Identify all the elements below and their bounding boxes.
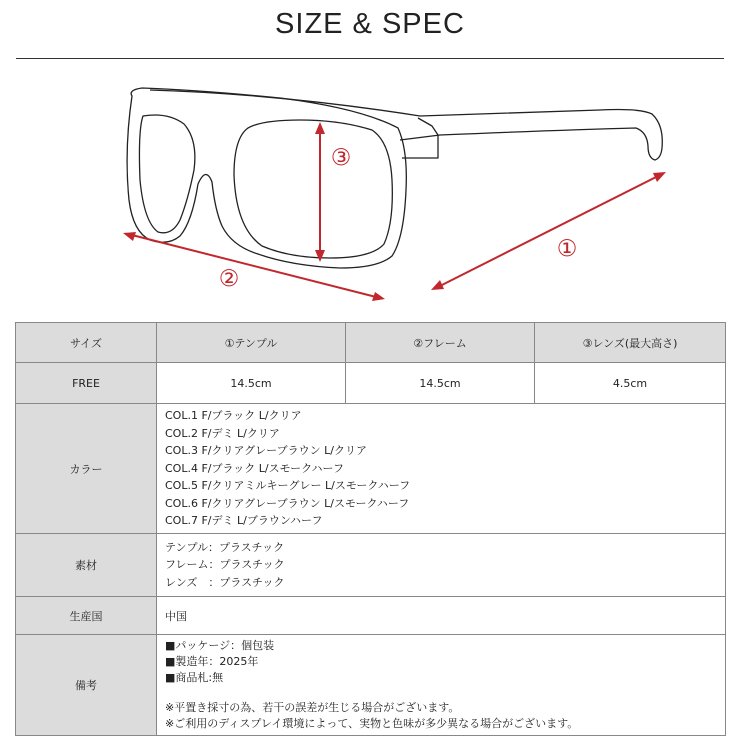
notes-row — [16, 635, 726, 736]
measurement-arrows — [123, 122, 666, 301]
list-item: COL.2 F/デミ L/クリア — [165, 426, 280, 440]
list-item: COL.5 F/クリアミルキーグレー L/スモークハーフ — [165, 479, 411, 493]
sunglasses-outline-icon — [127, 88, 662, 268]
sunglasses-diagram — [0, 70, 740, 310]
origin-row — [16, 597, 726, 635]
list-item: フレーム：プラスチック — [165, 558, 285, 572]
origin-value: 中国 — [157, 597, 726, 635]
color-list — [157, 404, 726, 534]
frame-header: ②フレーム — [346, 323, 535, 363]
lens-height-marker: ③ — [330, 145, 352, 171]
list-item: ■製造年：2025年 — [165, 655, 259, 668]
frame-width-marker: ② — [218, 266, 240, 292]
list-item: COL.1 F/ブラック L/クリア — [165, 409, 302, 423]
list-item: COL.6 F/クリアグレーブラウン L/スモークハーフ — [165, 496, 410, 510]
size-header-row — [16, 323, 726, 363]
note-item: ※平置き採寸の為、若干の誤差が生じる場合がございます。 — [165, 701, 460, 714]
size-value-row — [16, 363, 726, 404]
lens-height-value: 4.5cm — [535, 363, 726, 404]
notes-content — [157, 635, 726, 736]
free-label: FREE — [16, 363, 157, 404]
material-row — [16, 534, 726, 597]
lens-height-header: ③レンズ(最大高さ) — [535, 323, 726, 363]
list-item: COL.4 F/ブラック L/スモークハーフ — [165, 461, 344, 475]
frame-width-arrow — [128, 234, 380, 298]
temple-header: ①テンプル — [157, 323, 346, 363]
notes-label: 備考 — [16, 635, 157, 736]
list-item: COL.7 F/デミ L/ブラウンハーフ — [165, 514, 323, 528]
list-item: ■パッケージ：個包装 — [165, 639, 275, 652]
list-item: COL.3 F/クリアグレーブラウン L/クリア — [165, 444, 367, 458]
frame-value: 14.5cm — [346, 363, 535, 404]
origin-label: 生産国 — [16, 597, 157, 635]
spec-table — [15, 322, 726, 736]
note-item: ※ご利用のディスプレイ環境によって、実物と色味が多少異なる場合がございます。 — [165, 717, 579, 730]
title-divider — [16, 58, 724, 59]
material-label: 素材 — [16, 534, 157, 597]
temple-length-marker: ① — [556, 236, 578, 262]
material-list — [157, 534, 726, 597]
color-row — [16, 404, 726, 534]
page-title: SIZE & SPEC — [275, 8, 465, 40]
list-item: レンズ ：プラスチック — [165, 575, 285, 589]
color-label: カラー — [16, 404, 157, 534]
list-item: テンプル：プラスチック — [165, 540, 285, 554]
size-label: サイズ — [16, 323, 157, 363]
list-item: ■商品札:無 — [165, 671, 224, 684]
temple-value: 14.5cm — [157, 363, 346, 404]
temple-length-arrow — [436, 174, 662, 288]
